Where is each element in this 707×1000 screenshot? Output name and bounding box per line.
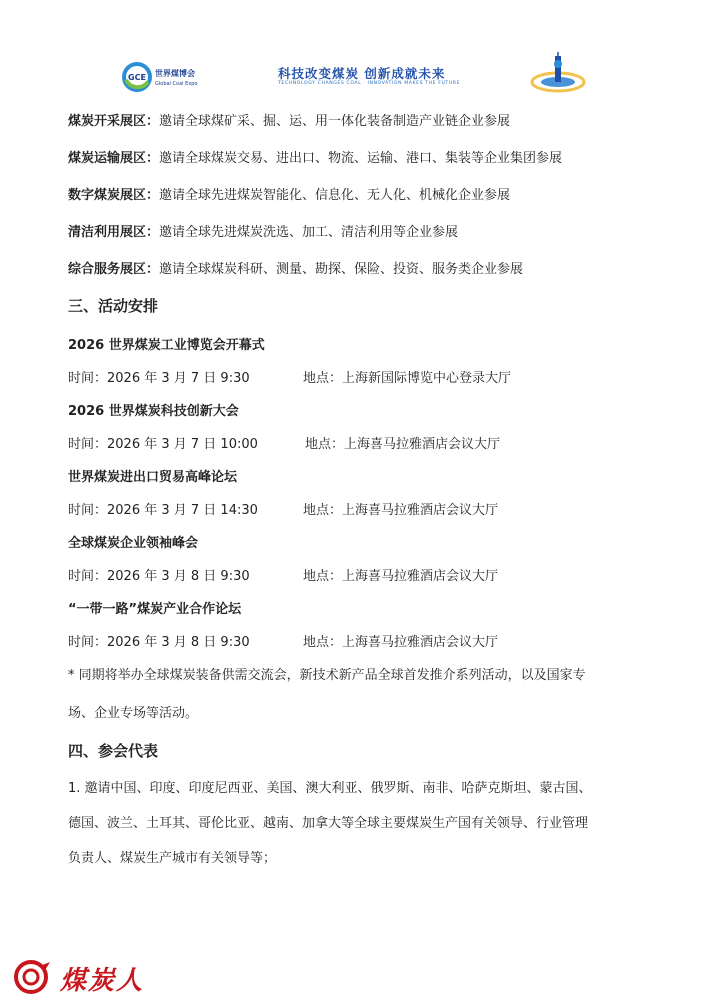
zone-row [68, 150, 562, 168]
zone-label: 煤炭运输展区： [68, 151, 160, 166]
zone-label: 煤炭开采展区： [68, 114, 160, 129]
event-name: 全球煤炭企业领袖峰会 [68, 536, 199, 551]
event-place: 地点：上海喜马拉雅酒店会议大厅 [305, 437, 501, 452]
event-time: 时间：2026 年 3 月 7 日 9:30 [68, 371, 250, 386]
footer-brand: 煤炭人 [60, 966, 145, 996]
zone-row [68, 113, 510, 131]
event-place: 地点：上海新国际博览中心登录大厅 [303, 371, 512, 386]
event-time: 时间：2026 年 3 月 8 日 9:30 [68, 635, 250, 650]
zone-row [68, 261, 523, 279]
event-place: 地点：上海喜马拉雅酒店会议大厅 [303, 503, 499, 518]
zone-row [68, 224, 458, 242]
coal-people-logo-icon [12, 958, 54, 996]
paragraph-line: 德国、波兰、土耳其、哥伦比亚、越南、加拿大等全球主要煤炭生产国有关领导、行业管理 [68, 816, 589, 831]
event-time: 时间：2026 年 3 月 7 日 10:00 [68, 437, 258, 452]
zone-text: 邀请全球先进煤炭智能化、信息化、无人化、机械化企业参展 [159, 188, 511, 203]
event-name: “一带一路”煤炭产业合作论坛 [68, 602, 242, 617]
globe-logo-icon [120, 60, 154, 94]
zone-text: 邀请全球煤炭科研、测量、勘探、保险、投资、服务类企业参展 [159, 262, 524, 277]
event-time: 时间：2026 年 3 月 8 日 9:30 [68, 569, 250, 584]
event-time: 时间：2026 年 3 月 7 日 14:30 [68, 503, 258, 518]
zone-label: 清洁利用展区： [68, 225, 160, 240]
paragraph-line: 1. 邀请中国、印度、印度尼西亚、美国、澳大利亚、俄罗斯、南非、哈萨克斯坦、蒙古国、 [68, 781, 592, 796]
expo-brand-sub: Global Coal Expo [155, 81, 198, 87]
zone-label: 综合服务展区： [68, 262, 160, 277]
paragraph-line: 负责人、煤炭生产城市有关领导等； [68, 851, 277, 866]
zone-text: 邀请全球煤炭交易、进出口、物流、运输、港口、集装等企业集团参展 [159, 151, 563, 166]
event-place: 地点：上海喜马拉雅酒店会议大厅 [303, 569, 499, 584]
section-heading: 三、活动安排 [68, 297, 159, 315]
expo-brand-name: 世界煤博会 [155, 69, 195, 78]
note-text: * 同期将举办全球煤炭装备供需交流会，新技术新产品全球首发推介系列活动，以及国家专 [68, 668, 586, 683]
logo-text: GCE [128, 73, 146, 82]
event-name: 2026 世界煤炭科技创新大会 [68, 404, 239, 419]
slogan: 科技改变煤炭 创新成就未来 [278, 66, 446, 81]
footer-logo [12, 958, 145, 996]
zone-label: 数字煤炭展区： [68, 188, 160, 203]
expo-logo [120, 60, 210, 94]
page-header [0, 52, 707, 102]
zone-text: 邀请全球煤矿采、掘、运、用一体化装备制造产业链企业参展 [159, 114, 511, 129]
tower-logo-icon [528, 52, 588, 100]
zone-row [68, 187, 510, 205]
section-heading: 四、参会代表 [68, 742, 159, 760]
event-name: 2026 世界煤炭工业博览会开幕式 [68, 338, 265, 353]
note-text: 场、企业专场等活动。 [68, 706, 199, 721]
slogan-subtitle: TECHNOLOGY CHANGES COAL · INNOVATION MAKES THE FUTURE [278, 81, 461, 86]
event-name: 世界煤炭进出口贸易高峰论坛 [68, 470, 238, 485]
event-place: 地点：上海喜马拉雅酒店会议大厅 [303, 635, 499, 650]
zone-text: 邀请全球先进煤炭洗选、加工、清洁利用等企业参展 [159, 225, 459, 240]
